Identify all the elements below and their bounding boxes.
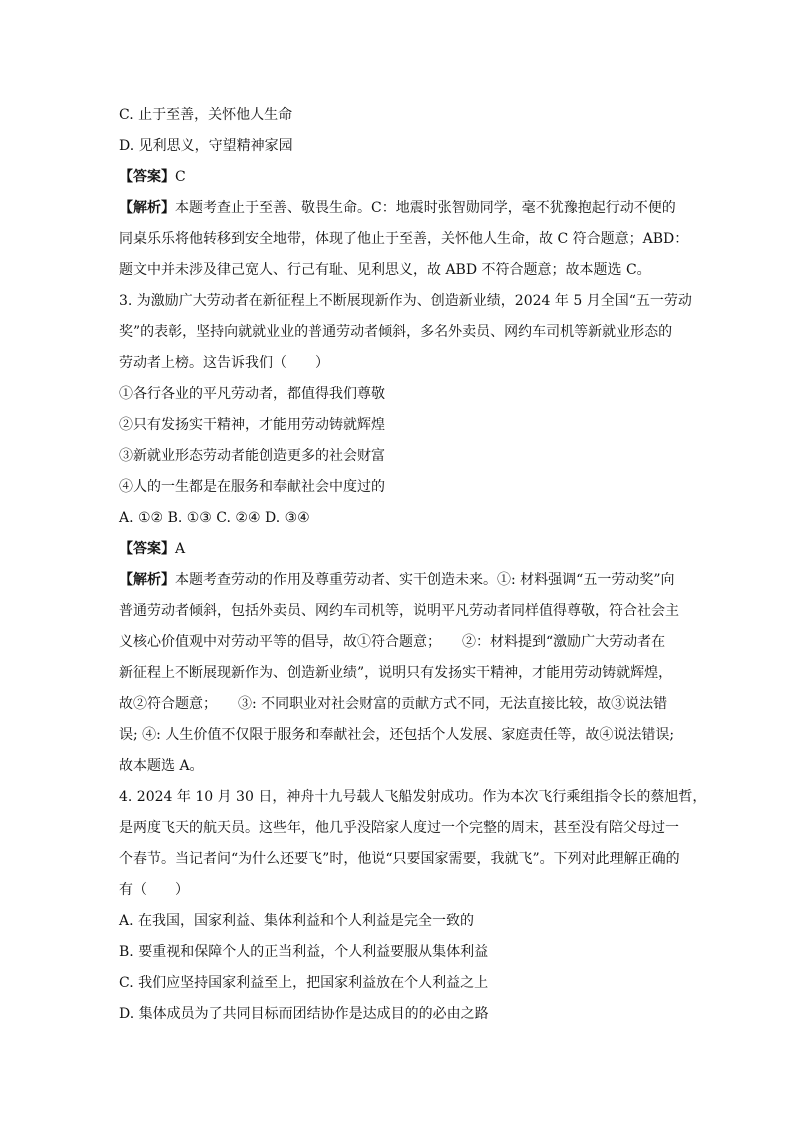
- q2-option-d: D. 见利思义，守望精神家园: [119, 138, 293, 154]
- q2-analysis-line: 【解析】本题考查止于至善、敬畏生命。C：地震时张智勋同学，毫不犹豫抱起行动不便的: [119, 200, 676, 216]
- q3-analysis-line: 误; ④: 人生价值不仅限于服务和奉献社会，还包括个人发展、家庭责任等，故④说法错误;: [119, 727, 675, 743]
- q2-analysis-line: 题文中并未涉及律己宽人、行己有耻、见利思义，故 ABD 不符合题意；故本题选 C。: [119, 262, 651, 278]
- q3-answer: [119, 534, 679, 565]
- q3-stem-line: 3. 为激励广大劳动者在新征程上不断展现新作为、创造新业绩，2024 年 5 月全国“五一劳动: [119, 293, 692, 309]
- q2-analysis-line: 同桌乐乐将他转移到安全地带，体现了他止于至善，关怀他人生命，故 C 符合题意；ABD：: [119, 231, 689, 247]
- q4-option-d: D. 集体成员为了共同目标而团结协作是达成目的的必由之路: [119, 1006, 489, 1022]
- q3-analysis: [119, 565, 679, 782]
- analysis-label: 【解析】: [119, 200, 175, 216]
- q3-analysis-line: 新征程上不断展现新作为、创造新业绩”，说明只有发扬实干精神，才能用劳动铸就辉煌，: [119, 665, 673, 681]
- q3-statement: ③新就业形态劳动者能创造更多的社会财富: [119, 448, 385, 464]
- q3-statements: [119, 379, 679, 503]
- q3-statement: ②只有发扬实干精神，才能用劳动铸就辉煌: [119, 417, 385, 433]
- q3-analysis-line: 义核心价值观中对劳动平等的倡导，故①符合题意； ②：材料提到“激励广大劳动者在: [119, 634, 666, 650]
- q4-option-c: C. 我们应坚持国家利益至上，把国家利益放在个人利益之上: [119, 975, 489, 991]
- q3-stem: [119, 286, 692, 379]
- answer-value: A: [175, 541, 186, 557]
- answer-value: C: [175, 169, 186, 185]
- q4-stem: [119, 782, 707, 906]
- answer-label: 【答案】: [119, 169, 175, 185]
- q3-stem-line: 劳动者上榜。这告诉我们（ ）: [119, 355, 329, 371]
- q4-stem-line: 是两度飞天的航天员。这些年，他几乎没陪家人度过一个完整的周末，甚至没有陪父母过一: [119, 820, 679, 836]
- q2-analysis: [119, 193, 689, 286]
- q3-analysis-line: 故②符合题意； ③: 不同职业对社会财富的贡献方式不同，无法直接比较，故③说法错: [119, 696, 668, 712]
- q4-option-b: B. 要重视和保障个人的正当利益，个人利益要服从集体利益: [119, 944, 489, 960]
- q4-option-a: A. 在我国，国家利益、集体利益和个人利益是完全一致的: [119, 913, 475, 929]
- q2-answer: [119, 162, 679, 193]
- q4-stem-line: 个春节。当记者问“为什么还要飞”时，他说“只要国家需要，我就飞”。下列对此理解正确的: [119, 851, 680, 867]
- q4-options: [119, 906, 679, 1030]
- analysis-label: 【解析】: [119, 572, 175, 588]
- q3-statement: ④人的一生都是在服务和奉献社会中度过的: [119, 479, 385, 495]
- q3-analysis-line: 【解析】本题考查劳动的作用及尊重劳动者、实干创造未来。①: 材料强调“五一劳动奖”向: [119, 572, 675, 588]
- q3-analysis-line: 普通劳动者倾斜，包括外卖员、网约车司机等，说明平凡劳动者同样值得尊敬，符合社会主: [119, 603, 679, 619]
- q3-options: A. ①② B. ①③ C. ②④ D. ③④: [119, 510, 310, 526]
- answer-label: 【答案】: [119, 541, 175, 557]
- q2-option-c: C. 止于至善，关怀他人生命: [119, 107, 293, 123]
- q4-stem-line: 有（ ）: [119, 882, 189, 898]
- q3-stem-line: 奖”的表彰，坚持向就就业业的普通劳动者倾斜，多名外卖员、网约车司机等新就业形态的: [119, 324, 673, 340]
- q3-statement: ①各行各业的平凡劳动者，都值得我们尊敬: [119, 386, 385, 402]
- q4-stem-line: 4. 2024 年 10 月 30 日，神舟十九号载人飞船发射成功。作为本次飞行乘组指令长的蔡旭哲，: [119, 789, 707, 805]
- q3-analysis-line: 故本题选 A。: [119, 758, 204, 774]
- document-page: [119, 100, 707, 1030]
